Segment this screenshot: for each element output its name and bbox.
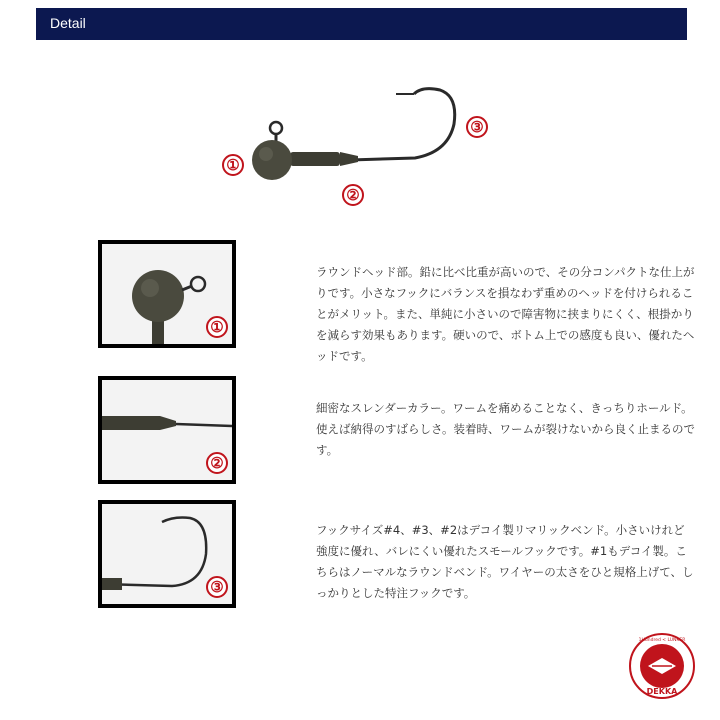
- section-1-number: ①: [206, 316, 228, 338]
- svg-text:DEKKA: DEKKA: [646, 687, 678, 696]
- dekka-logo-icon: [628, 632, 696, 700]
- photo-round-head: [98, 240, 236, 348]
- hero-jighead-image: [200, 80, 520, 210]
- section-2-text: 細密なスレンダーカラー。ワームを痛めることなく、きっちりホールド。使えば納得のすばらしさ。装着時、ワームが裂けないから良く止まるのです。: [316, 401, 696, 457]
- section-1-text: ラウンドヘッド部。鉛に比べ比重が高いので、その分コンパクトな仕上がりです。小さなフックにバランスを損なわず重めのヘッドを付けられることがメリット。また、単純に小さいので障害物に挟まりにくく、根掛かりを減らす効果もあります。硬いので、ボトム上での感度も良い、優れたヘッドです。: [316, 265, 695, 363]
- section-2-number: ②: [206, 452, 228, 474]
- photo-hook: [98, 500, 236, 608]
- section-3-text: フックサイズ#4、#3、#2はデコイ製リマリックベンド。小さいけれど強度に優れ、バレにくい優れたスモールフックです。#1もデコイ製。こちらはノーマルなラウンドベンド。ワイヤーの太さをひと規格上げて、しっかりとした特注フックです。: [316, 523, 694, 600]
- callout-2: ②: [342, 184, 364, 206]
- detail-header-bar: [36, 8, 687, 40]
- dekka-logo: [628, 632, 696, 700]
- section-3-number: ③: [206, 576, 228, 598]
- callout-3: ③: [466, 116, 488, 138]
- detail-title: Detail: [50, 15, 86, 31]
- callout-1: ①: [222, 154, 244, 176]
- photo-slender-collar: [98, 376, 236, 484]
- svg-text:1Hundred < LUNKER: 1Hundred < LUNKER: [638, 638, 686, 643]
